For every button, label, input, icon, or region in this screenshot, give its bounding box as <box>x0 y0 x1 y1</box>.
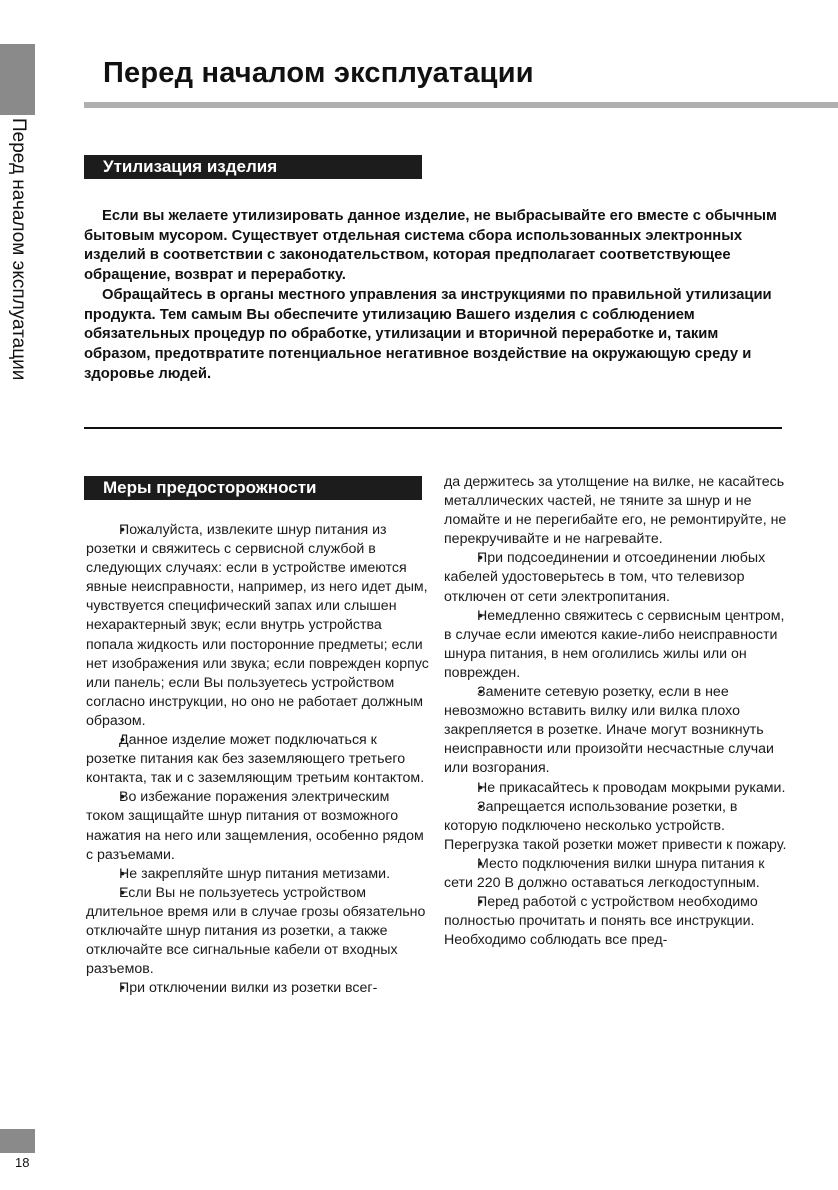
section-heading-precautions <box>84 476 422 500</box>
precaution-item: • Замените сетевую розетку, если в нее невозможно вставить вилку или вилка плохо закрепляется в розетке. Иначе могут возникнуть неисправности или произойти несчастные случаи или возгорания. <box>444 683 794 778</box>
precaution-item: • При подсоединении и отсоединении любых кабелей удостоверьтесь в том, что телевизор отключен от сети электропитания. <box>444 549 794 606</box>
section-heading-precautions-label: Меры предосторожности <box>103 478 317 497</box>
precaution-item: • Немедленно свяжитесь с сервисным центром, в случае если имеются какие-либо неисправности шнура питания, в нем оголились жилы или он поврежден. <box>444 607 794 683</box>
page-number-tab <box>0 1129 35 1153</box>
precaution-item: • Данное изделие может подключаться к розетке питания как без заземляющего третьего контакта, так и с заземляющим третьим контактом. <box>86 731 430 788</box>
precaution-item: • Не прикасайтесь к проводам мокрыми руками. <box>444 779 794 798</box>
disposal-text <box>84 207 784 384</box>
precaution-item: • Если Вы не пользуетесь устройством длительное время или в случае грозы обязательно отключайте шнур питания из розетки, а также отключайте все сигнальные кабели от входных разъемов. <box>86 884 430 979</box>
title-underline <box>84 102 838 108</box>
precaution-continuation: да держитесь за утолщение на вилке, не касайтесь металлических частей, не тяните за шнур и не ломайте и не перегибайте его, не ремонтируйте, не перекручивайте и не нагревайте. <box>444 474 787 548</box>
precaution-item: • Не закрепляйте шнур питания метизами. <box>86 865 430 884</box>
section-divider <box>84 427 782 429</box>
disposal-paragraph: Обращайтесь в органы местного управления за инструкциями по правильной утилизации продукта. Тем самым Вы обеспечите утилизацию Вашего изделия с соблюдением обязательных процедур по обработке, утилизации и вторичной переработке и, таким образом, предотвратите потенциальное негативное воздействие на окружающую среду и здоровье людей. <box>84 286 772 382</box>
precaution-item: • Запрещается использование розетки, в которую подключено несколько устройств. Перегрузка такой розетки может привести к пожару. <box>444 798 794 855</box>
disposal-paragraph: Если вы желаете утилизировать данное изделие, не выбрасывайте его вместе с обычным бытовым мусором. Существует отдельная система сбора использованных электронных изделий в соответствии с законодательством, которая предполагает соответствующее обращение, возврат и переработку. <box>84 208 777 284</box>
precaution-item: • При отключении вилки из розетки всег- <box>86 979 430 998</box>
page-number: 18 <box>15 1155 30 1170</box>
section-heading-disposal <box>84 155 422 179</box>
side-tab-marker <box>0 44 35 115</box>
precaution-item: • Место подключения вилки шнура питания к сети 220 В должно оставаться легкодоступным. <box>444 855 794 893</box>
precautions-left-column <box>86 521 430 998</box>
precaution-item: • Во избежание поражения электрическим током защищайте шнур питания от возможного нажатия на него или защемления, особенно рядом с разъемами. <box>86 788 430 864</box>
precaution-item: • Перед работой с устройством необходимо полностью прочитать и понять все инструкции. Необходимо соблюдать все пред- <box>444 893 794 950</box>
section-heading-disposal-label: Утилизация изделия <box>103 157 278 176</box>
precaution-item: • Пожалуйста, извлеките шнур питания из розетки и свяжитесь с сервисной службой в следующих случаях: если в устройстве имеются явные неисправности, например, из него идет дым, чувствуется специфический запах или слышен нехарактерный звук; если внутрь устройства попала жидкость или посторонние предметы; если нет изображения или звука; если поврежден корпус или панель; если Вы пользуетесь устройством согласно инструкции, но оно не работает должным образом. <box>86 521 430 731</box>
precautions-right-column <box>444 473 794 950</box>
page-title: Перед началом эксплуатации <box>103 57 534 89</box>
side-section-label: Перед началом эксплуатации <box>8 118 29 381</box>
